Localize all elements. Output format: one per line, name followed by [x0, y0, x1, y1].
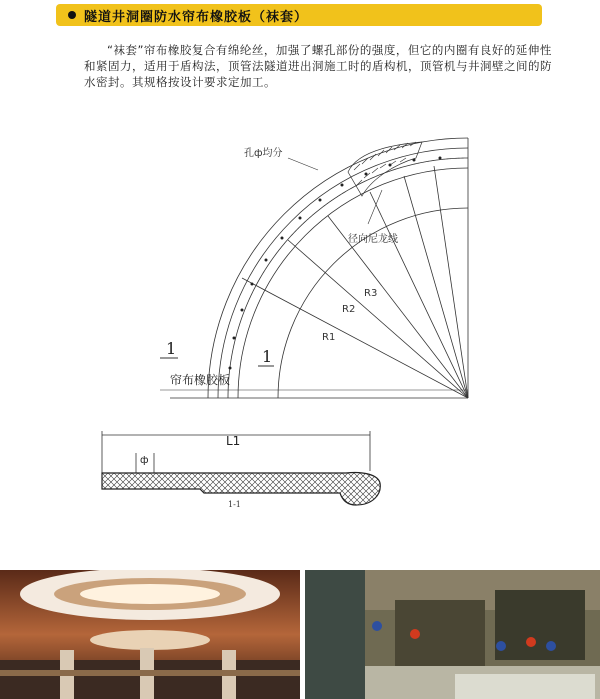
intro-paragraph: [84, 42, 554, 90]
label-length: L1: [226, 434, 241, 448]
cross-section-drawing: [96, 425, 396, 515]
nylon-zone: [348, 142, 422, 196]
shaft-construction-photo: [305, 570, 600, 699]
tunnel-station-photo: [0, 570, 300, 699]
section-mark-right: 1: [262, 347, 273, 366]
label-holes: 孔ф均分: [244, 148, 283, 159]
label-r3: R3: [364, 288, 378, 299]
section-title: 隧道井洞圈防水帘布橡胶板（袜套）: [84, 9, 309, 25]
label-caption: 1-1: [228, 500, 241, 509]
label-phi: ф: [140, 455, 149, 466]
section-title-bar: [56, 4, 542, 26]
quarter-ring-drawing: [150, 120, 480, 410]
section-profile: [102, 472, 380, 505]
intro-text: “袜套”帘布橡胶复合有绵纶丝，加强了螺孔部份的强度，但它的内圈有良好的延伸性和紧固力，适用于盾构法，顶管法隧道进出洞施工时的盾构机，顶管机与井洞壁之间的防水密封。其规格按设计要求定加工。: [84, 43, 552, 89]
arc-4: [238, 168, 468, 398]
label-r2: R2: [342, 304, 356, 315]
label-sheet: 帘布橡胶板: [170, 373, 231, 387]
bullet-icon: [68, 11, 76, 19]
outer-arc: [208, 138, 468, 398]
label-nylon: 径向尼龙线: [348, 234, 398, 245]
label-r1: R1: [322, 332, 336, 343]
section-mark-left: 1: [166, 339, 177, 358]
